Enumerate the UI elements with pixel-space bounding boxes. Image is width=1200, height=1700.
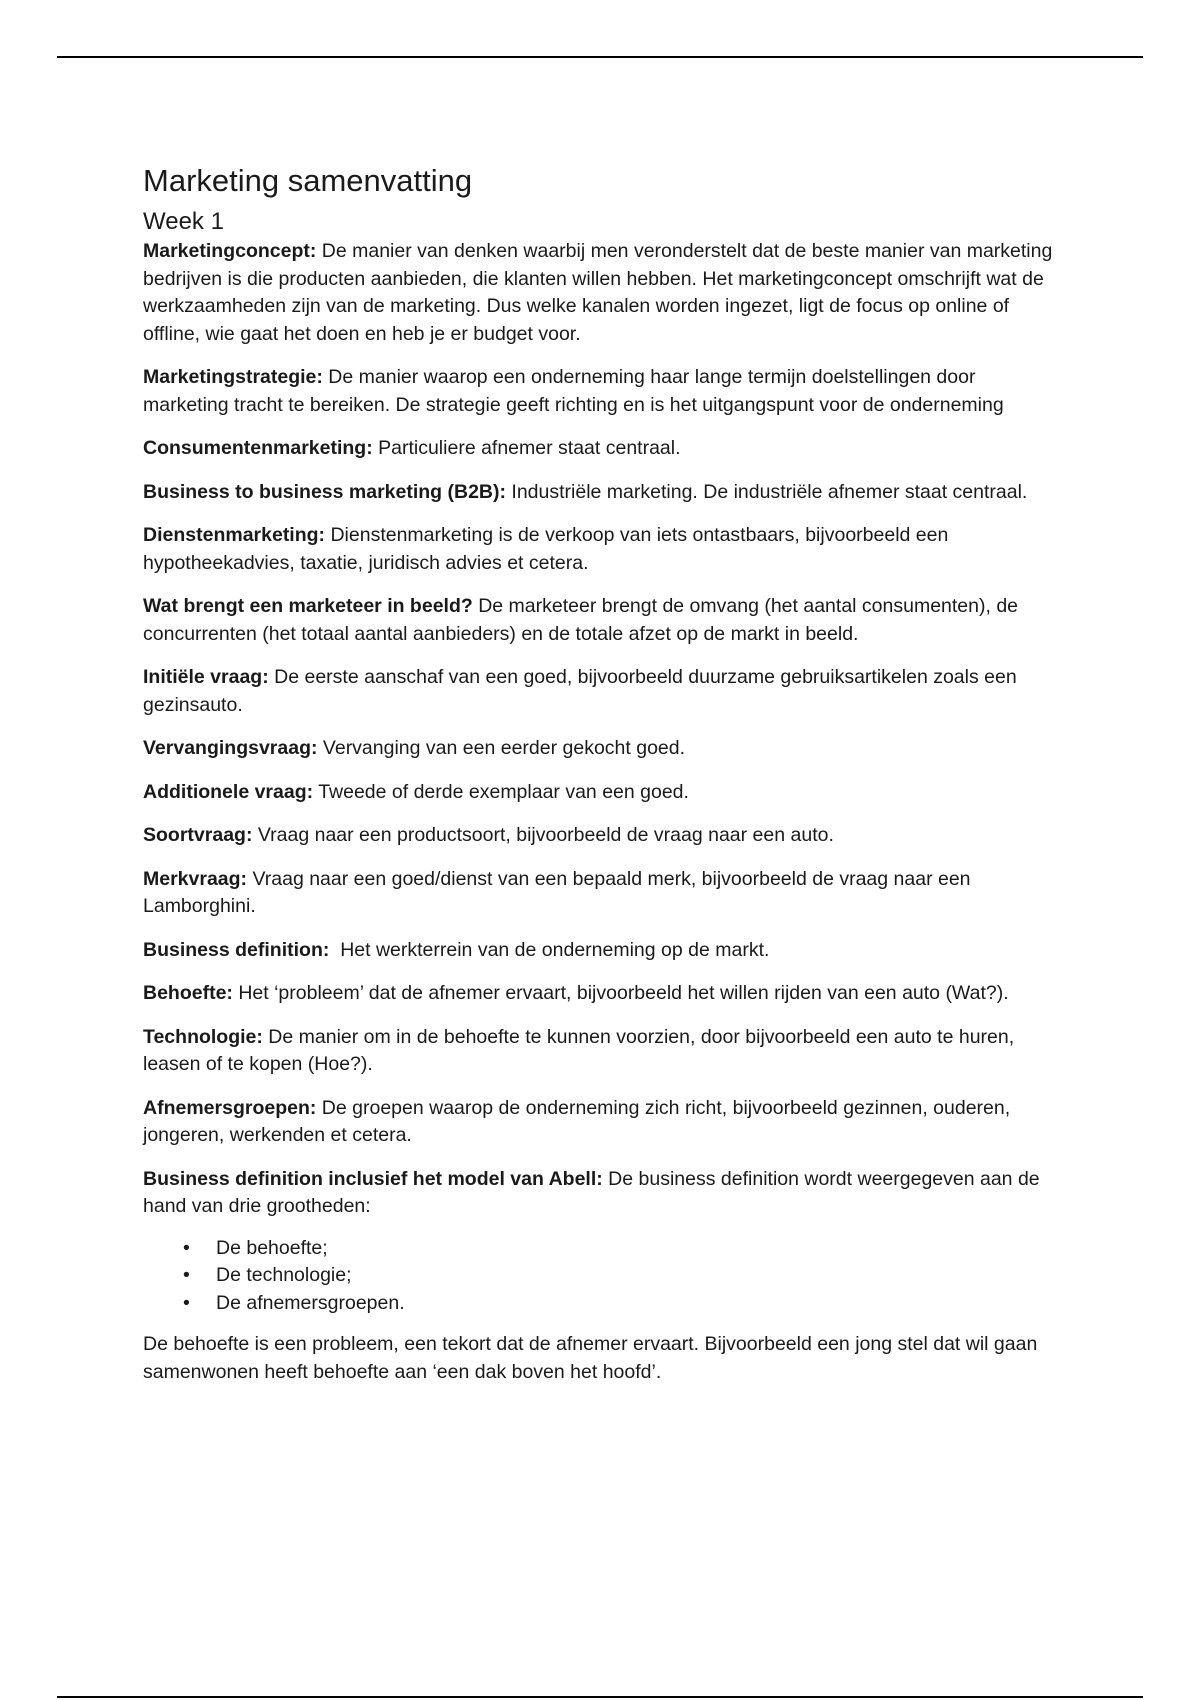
definition-term: Wat brengt een marketeer in beeld? [143, 595, 473, 617]
definition-term: Afnemersgroepen: [143, 1096, 317, 1119]
definition-text: Het werkterrein van de onderneming op de markt. [329, 938, 770, 961]
definition-text: Vraag naar een productsoort, bijvoorbeeld de vraag naar een auto. [252, 824, 834, 846]
bullet-icon: • [183, 1291, 190, 1314]
bullet-icon: • [183, 1264, 190, 1286]
list-item-text: De technologie; [216, 1264, 352, 1286]
definition-term: Initiële vraag: [143, 666, 269, 688]
definition-text: Industriële marketing. De industriële afnemer staat centraal. [506, 480, 1028, 503]
abell-dimensions-list [143, 1235, 1063, 1318]
definition-behoefte [143, 980, 1063, 1008]
definition-term: Business definition: [143, 938, 330, 961]
definition-text: Tweede of derde exemplaar van een goed. [313, 780, 689, 803]
definition-text: De groepen waarop de onderneming zich richt, bijvoorbeeld gezinnen, ouderen, jongeren, werkenden et cetera. [143, 1096, 1011, 1146]
definition-text: De manier om in de behoefte te kunnen voorzien, door bijvoorbeeld een auto te huren, leasen of te kopen (Hoe?). [143, 1025, 1015, 1075]
definition-text: Vraag naar een goed/dienst van een bepaald merk, bijvoorbeeld de vraag naar een Lamborghini. [143, 867, 971, 917]
definition-initiele-vraag [143, 664, 1063, 719]
list-item-text: De afnemersgroepen. [216, 1291, 405, 1314]
definition-text: De manier van denken waarbij men veronderstelt dat de beste manier van marketing bedrijven is die producten aanbieden, die klanten willen hebben. Het marketingconcept omschrijft wat de werkzaamheden zijn van de marketing. Dus welke kanalen worden ingezet, ligt de focus op online of offline, wie gaat het doen en heb je er budget voor. [143, 240, 1053, 345]
definition-text: Particuliere afnemer staat centraal. [372, 437, 681, 459]
definition-dienstenmarketing [143, 522, 1063, 577]
week-heading: Week 1 [143, 208, 224, 235]
closing-paragraph: De behoefte is een probleem, een tekort dat de afnemer ervaart. Bijvoorbeeld een jong stel dat wil gaan samenwonen heeft behoefte aan ‘een dak boven het hoofd’. [143, 1333, 1038, 1383]
document-body [143, 162, 1063, 1386]
definition-b2b-marketing [143, 479, 1063, 507]
definition-term: Technologie: [143, 1025, 263, 1048]
definition-text: De eerste aanschaf van een goed, bijvoorbeeld duurzame gebruiksartikelen zoals een gezinsauto. [143, 666, 1017, 716]
list-item-text: De behoefte; [216, 1236, 328, 1259]
definition-term: Business to business marketing (B2B): [143, 480, 506, 503]
definition-term: Consumentenmarketing: [143, 437, 373, 459]
definition-soortvraag [143, 822, 1063, 850]
definition-additionele-vraag [143, 779, 1063, 807]
definition-marketingstrategie [143, 364, 1063, 419]
list-item [143, 1290, 1063, 1318]
page-top-rule [57, 56, 1143, 58]
definition-marketingconcept [143, 238, 1063, 348]
list-item [143, 1262, 1063, 1290]
page-bottom-rule [57, 1696, 1143, 1698]
definition-term: Soortvraag: [143, 824, 253, 846]
definition-term: Dienstenmarketing: [143, 524, 326, 546]
definition-consumentenmarketing [143, 435, 1063, 463]
definition-text: Vervanging van een eerder gekocht goed. [317, 737, 686, 759]
definition-model-van-abell [143, 1166, 1063, 1221]
definition-term: Additionele vraag: [143, 780, 314, 803]
definition-technologie [143, 1024, 1063, 1079]
definition-term: Vervangingsvraag: [143, 737, 318, 759]
definition-merkvraag [143, 866, 1063, 921]
bullet-icon: • [183, 1236, 190, 1259]
definition-term: Merkvraag: [143, 867, 248, 890]
definition-term: Business definition inclusief het model van Abell: [143, 1167, 603, 1190]
definition-business-definition [143, 937, 1063, 965]
definition-text: Dienstenmarketing is de verkoop van iets ontastbaars, bijvoorbeeld een hypotheekadvies, taxatie, juridisch advies et cetera. [143, 524, 949, 574]
list-item [143, 1235, 1063, 1263]
definition-text: De manier waarop een onderneming haar lange termijn doelstellingen door marketing tracht te bereiken. De strategie geeft richting en is het uitgangspunt voor de onderneming [143, 366, 1004, 416]
definition-afnemersgroepen [143, 1095, 1063, 1150]
document-title: Marketing samenvatting [143, 163, 473, 198]
definition-term: Behoefte: [143, 982, 233, 1004]
definition-term: Marketingconcept: [143, 240, 317, 262]
definition-vervangingsvraag [143, 735, 1063, 763]
definition-marketeer-in-beeld [143, 593, 1063, 648]
definition-text: De marketeer brengt de omvang (het aantal consumenten), de concurrenten (het totaal aantal aanbieders) en de totale afzet op de markt in beeld. [143, 595, 1019, 645]
definition-text: Het ‘probleem’ dat de afnemer ervaart, bijvoorbeeld het willen rijden van een auto (Wat?). [232, 982, 1009, 1004]
definition-term: Marketingstrategie: [143, 366, 323, 388]
definition-text: De business definition wordt weergegeven aan de hand van drie grootheden: [143, 1167, 1040, 1217]
